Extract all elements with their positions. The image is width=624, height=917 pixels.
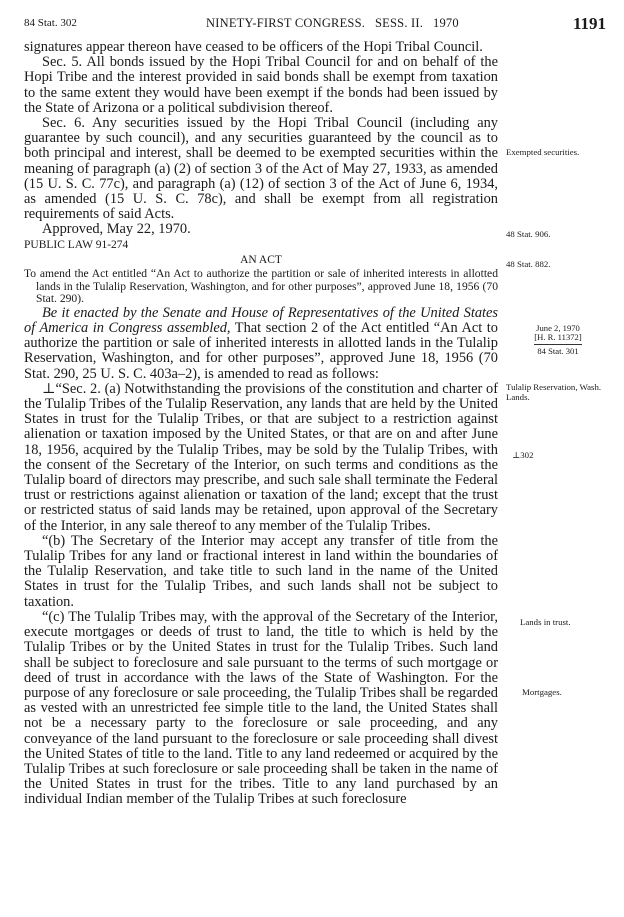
margin-note-mortgages: Mortgages. <box>522 687 562 697</box>
approval-date: Approved, May 22, 1970. <box>42 221 191 238</box>
an-act-heading: AN ACT <box>240 253 282 266</box>
stat-301: 84 Stat. 301 <box>537 345 579 356</box>
stat-reference: 84 Stat. 302 <box>24 17 77 29</box>
paragraph-continuation: signatures appear thereon have ceased to be officers of the Hopi Tribal Council. <box>24 39 483 55</box>
section-2c: “(c) The Tulalip Tribes may, with the approval of the Secretary of the Interior, execute mortgages or deeds of trust to land, the title to which is held by the Tulalip Tribes or by the United States in trust for the Tulalip Tribes. Such land shall be subject to foreclosure and sale pursuant to the terms of such mortgage or deed of trust in accordance with the laws of the State of Washington. For the purpose of any foreclosure or sale proceeding, the Tulalip Tribes shall be regarded as vested with an unrestricted fee simple title to the land, the United States shall not be a necessary party to the foreclosure or sale proceeding, and any conveyance of the land pursuant to the foreclosure or sale proceeding shall divest the United States of title to the land. Title to any land redeemed or acquired by the Tulalip Tribes at such foreclosure or sale proceeding shall be taken in the name of the United States in trust for the tribes. Title to any land purchased by an individual Indian member of the Tulalip Tribes at such foreclosure <box>24 608 498 808</box>
section-6: Sec. 6. Any securities issued by the Hopi Tribal Council (including any guarantee by such council), and any securities guaranteed by the council as to both principal and interest, shall be deemed to be exempted securities within the meaning of paragraph (a) (2) of section 3 of the Act of May 27, 1933, as amended (15 U. S. C. 77c), and paragraph (a) (12) of section 3 of the Act of June 6, 1934, as amended (15 U. S. C. 78c), and shall be exempt from all registration requirements of said Acts. <box>24 115 498 223</box>
main-text <box>24 40 498 808</box>
margin-note-1302: ⊥302 <box>512 450 534 460</box>
congress-session: NINETY-FIRST CONGRESS. SESS. II. 1970 <box>206 16 459 30</box>
margin-bill-box <box>514 324 602 356</box>
public-law-number: PUBLIC LAW 91-274 <box>24 238 129 251</box>
enacting-clause-italic: Be it enacted by the Senate and House of Representatives of the United States of America in Congress assembled, <box>24 304 498 337</box>
section-2b: “(b) The Secretary of the Interior may accept any transfer of title from the Tulalip Tribes for any land or fractional interest in land within the boundaries of the Tulalip Reservation, and take title to such land in the name of the United States in trust for the Tulalip Tribes, and such lands shall not be subject to taxation. <box>24 532 498 610</box>
bill-number: [H. R. 11372] <box>534 333 581 344</box>
margin-note-exempted: Exempted securities. <box>506 147 580 157</box>
section-2a: ⊥“Sec. 2. (a) Notwithstanding the provisions of the constitution and charter of the Tulalip Tribes of the Tulalip Reservation, any lands that are held by the United States in trust for the Tulalip Tribes, or that are subject to a restriction against alienation or taxation imposed by the United States, or that are on and after June 18, 1956, acquired by the Tulalip Tribes, may be sold by the Tulalip Tribes, with the consent of the Secretary of the Interior, on such terms and conditions as the Tulalip board of directors may prescribe, and such sale shall terminate the Federal trust or restrictions against alienation or taxation of the land; except that the trust or restricted status of said lands may be retained, upon approval of the Secretary of the Interior, in any sale thereof to any member of the Tulalip Tribes. <box>24 380 498 534</box>
enacting-clause <box>24 306 498 382</box>
enactment-date: June 2, 1970 <box>536 323 580 333</box>
margin-note-trust: Lands in trust. <box>520 617 571 627</box>
enacting-clause-rest: That section 2 of the Act entitled “An Act to authorize the partition or sale of inherited interests in allotted lands in the Tulalip Reservation, Washington, and for other purposes”, approved June 18, 1956 (70 Stat. 290, 25 U. S. C. 403a–2), is amended to read as follows: <box>24 320 499 382</box>
margin-note-tulalip: Tulalip Reservation, Wash. Lands. <box>506 382 602 402</box>
act-purpose: To amend the Act entitled “An Act to authorize the partition or sale of inherited interests in allotted lands in the Tulalip Reservation, Washington, and for other purposes”, approved June 18, 1956 (70 Stat. 290). <box>24 267 498 306</box>
margin-note-stat882: 48 Stat. 882. <box>506 259 551 269</box>
section-5: Sec. 5. All bonds issued by the Hopi Tribal Council for and on behalf of the Hopi Tribe and the interest provided in said bonds shall be exempt from taxation to the same extent they would have been exempt if the bonds had been issued by the State of Arizona or a political subdivision thereof. <box>24 54 498 116</box>
margin-note-stat906: 48 Stat. 906. <box>506 229 551 239</box>
page-number: 1191 <box>572 14 606 33</box>
running-header <box>24 14 606 34</box>
